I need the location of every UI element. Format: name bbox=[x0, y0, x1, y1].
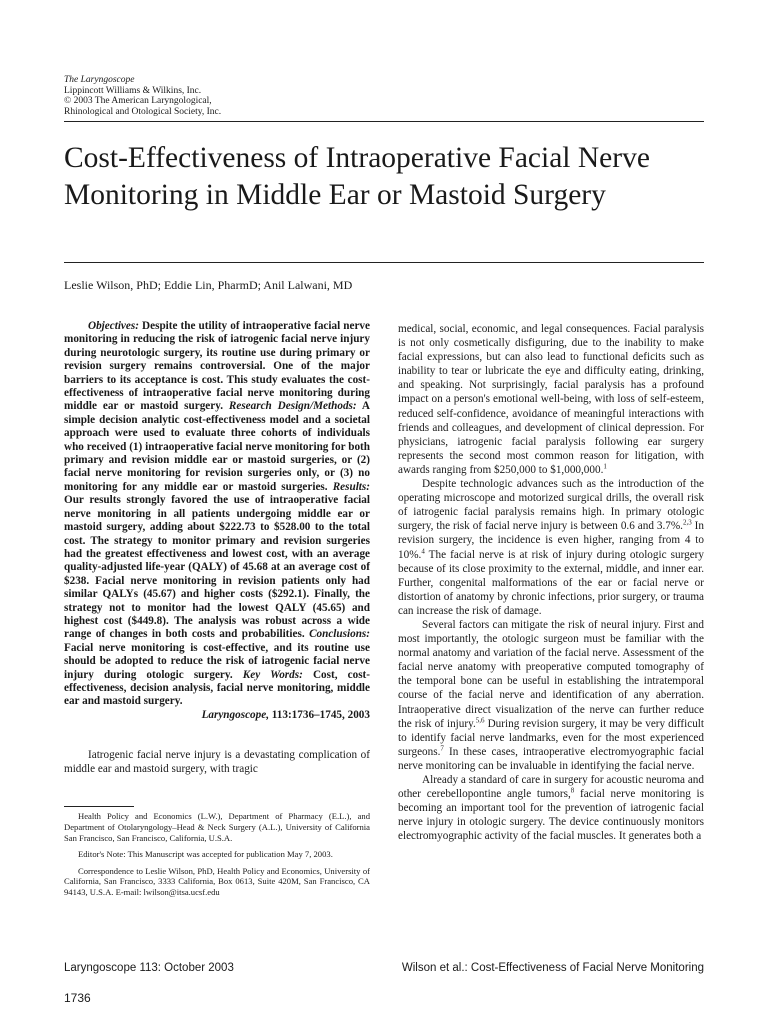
abstract-keywords-label: Key Words: bbox=[242, 668, 303, 681]
body-paragraph-1 bbox=[398, 322, 704, 477]
p2-ref-2: 4 bbox=[421, 546, 425, 555]
abstract-results-label: Results: bbox=[332, 480, 370, 493]
abstract-design-text: A simple decision analytic cost-effectiveness model and a societal approach were used to evaluate three cohorts of individuals who received (1) intraoperative facial nerve monitoring for both primary and revision middle ear or mastoid surgeries, or (2) facial nerve monitoring for revision surgeries only, or (3) no monitoring for any middle ear or mastoid surgeries. bbox=[64, 400, 370, 493]
journal-copyright-line2: Rhinological and Otological Society, Inc. bbox=[64, 106, 222, 117]
p2-text-b: In revision surgery, the incidence is even higher, ranging from 4 to 10%. bbox=[398, 520, 704, 561]
body-paragraph-3 bbox=[398, 618, 704, 773]
journal-title: The Laryngoscope bbox=[64, 75, 135, 85]
right-column bbox=[398, 322, 704, 843]
footnote-editors-note: Editor's Note: This Manuscript was accepted for publication May 7, 2003. bbox=[78, 849, 333, 860]
intro-paragraph: Iatrogenic facial nerve injury is a devastating complication of middle ear and mastoid surgery, with tragic bbox=[64, 749, 370, 776]
article-title: Cost-Effectiveness of Intraoperative Facial Nerve Monitoring in Middle Ear or Mastoid Surgery bbox=[64, 142, 650, 211]
footnote-correspondence: Correspondence to Leslie Wilson, PhD, Health Policy and Economics, University of California, San Francisco, 3333 California, Box 0613, Suite 420M, San Francisco, CA 94143, U.S.A. E-mail: lwilson@itsa.ucsf.edu bbox=[64, 865, 370, 897]
footnote-rule bbox=[64, 806, 134, 807]
footer-journal-issue: Laryngoscope 113: October 2003 bbox=[64, 962, 234, 974]
page-number: 1736 bbox=[64, 991, 91, 1005]
left-column bbox=[64, 320, 370, 904]
abstract-design-label: Research Design/Methods: bbox=[228, 400, 357, 413]
body-paragraph-2 bbox=[398, 477, 704, 618]
footnote-affiliation: Health Policy and Economics (L.W.), Department of Pharmacy (E.L.), and Department of Otolaryngology–Head & Neck Surgery (A.L.), University of California San Francisco, San Francisco, California, U.S.A. bbox=[64, 811, 370, 843]
abstract-objectives-label: Objectives: bbox=[88, 320, 139, 332]
citation-ref: 113:1736–1745, 2003 bbox=[269, 708, 370, 721]
p2-text-c: The facial nerve is at risk of injury during otologic surgery because of its close proximity to the external, middle, and inner ear. Further, congenital malformations of the ear or facial nerve or distortion of anatomy by chronic infections, prior surgery, or trauma can increase the risk of damage. bbox=[398, 548, 704, 617]
p3-ref-1: 5,6 bbox=[475, 715, 485, 724]
abstract-conclusions-label: Conclusions: bbox=[309, 628, 370, 641]
p3-ref-2: 7 bbox=[440, 744, 444, 753]
abstract-conclusions-text: Facial nerve monitoring is cost-effective, and its routine use should be adopted to reduce the risk of iatrogenic facial nerve injury during otologic surgery. bbox=[64, 641, 370, 681]
abstract-keywords-text: Cost, cost-effectiveness, decision analysis, facial nerve monitoring, middle ear and mastoid surgery. bbox=[64, 668, 370, 708]
p4-text-b: facial nerve monitoring is becoming an important tool for the prevention of iatrogenic facial nerve injury in otologic surgery. The device continuously monitors electromyographic activity of the facial muscles. It generates both a bbox=[398, 788, 704, 843]
journal-copyright-line1: © 2003 The American Laryngological, bbox=[64, 96, 212, 106]
article-authors: Leslie Wilson, PhD; Eddie Lin, PharmD; Anil Lalwani, MD bbox=[64, 278, 353, 292]
abstract-citation bbox=[64, 709, 370, 722]
p4-ref: 8 bbox=[570, 786, 575, 795]
running-head: Wilson et al.: Cost-Effectiveness of Facial Nerve Monitoring bbox=[401, 962, 704, 974]
p3-text-a: Several factors can mitigate the risk of neural injury. First and most importantly, the otologic surgeon must be familiar with the normal anatomy and variation of the facial nerve. Assessment of the facial nerve anatomy with preoperative computed tomography of the temporal bone can be useful in establishing the intratemporal course of the facial nerve and identification of any aberration. Intraoperative direct visualization of the nerve can further reduce the risk of injury. bbox=[398, 618, 704, 730]
body-paragraph-4 bbox=[398, 773, 704, 843]
abstract-objectives-text: Despite the utility of intraoperative facial nerve monitoring in reducing the risk of iatrogenic facial nerve injury during neurotologic surgery, its routine use during primary or revision surgery remains controversial. One of the major barriers to its acceptance is cost. This study evaluates the cost-effectiveness of intraoperative facial nerve monitoring during middle ear or mastoid surgery. bbox=[64, 320, 370, 413]
header-rule bbox=[64, 121, 704, 122]
p3-text-c: In these cases, intraoperative electromyographic facial nerve monitoring can be invaluable in identifying the facial nerve. bbox=[398, 745, 704, 772]
abstract bbox=[64, 320, 370, 709]
p2-ref-1: 2,3 bbox=[682, 518, 692, 527]
citation-journal: Laryngoscope, bbox=[201, 708, 269, 721]
journal-masthead bbox=[64, 75, 384, 117]
title-rule bbox=[64, 262, 704, 263]
p1-text: medical, social, economic, and legal consequences. Facial paralysis is not only cosmetically disfiguring, due to the inability to make facial expressions, but can also lead to functional deficits such as inability to tear or lubricate the eye and difficulty eating, drinking, and speaking. Not surprisingly, facial paralysis has a profound impact on a person's emotional well-being, with loss of self-esteem, reduced self-confidence, avoidance of meaningful interactions with friends and colleagues, and development of clinical depression. For physicians, iatrogenic facial paralysis following ear surgery represents the second most common reason for litigation, with awards ranging from $250,000 to $1,000,000. bbox=[398, 323, 704, 476]
p1-ref: 1 bbox=[603, 462, 607, 471]
p2-text-a: Despite technologic advances such as the introduction of the operating microscope and motorized surgical drills, the overall risk of iatrogenic facial paralysis remains high. In primary otologic surgery, the risk of facial nerve injury is between 0.6 and 3.7%. bbox=[398, 478, 704, 533]
p4-text-a: Already a standard of care in surgery for acoustic neuroma and other cerebellopontine angle tumors, bbox=[398, 774, 704, 801]
journal-publisher: Lippincott Williams & Wilkins, Inc. bbox=[64, 85, 202, 96]
p3-text-b: During revision surgery, it may be very difficult to identify facial nerve landmarks, even for the most experienced surgeons. bbox=[398, 717, 705, 758]
abstract-results-text: Our results strongly favored the use of intraoperative facial nerve monitoring in all patients undergoing middle ear or mastoid surgery, adding about $222.73 to $528.00 to the total cost. The strategy to monitor primary and revision surgeries had the greatest effectiveness and lowest cost, with an average quality-adjusted life-year (QALY) of 45.68 at an average cost of $238. Facial nerve monitoring in revision patients only had similar QALYs (45.67) and higher costs ($292.1). Finally, the strategy not to monitor had the lowest QALY (45.65) and highest cost ($449.8). The analysis was robust across a wide range of changes in both costs and probabilities. bbox=[64, 494, 370, 641]
